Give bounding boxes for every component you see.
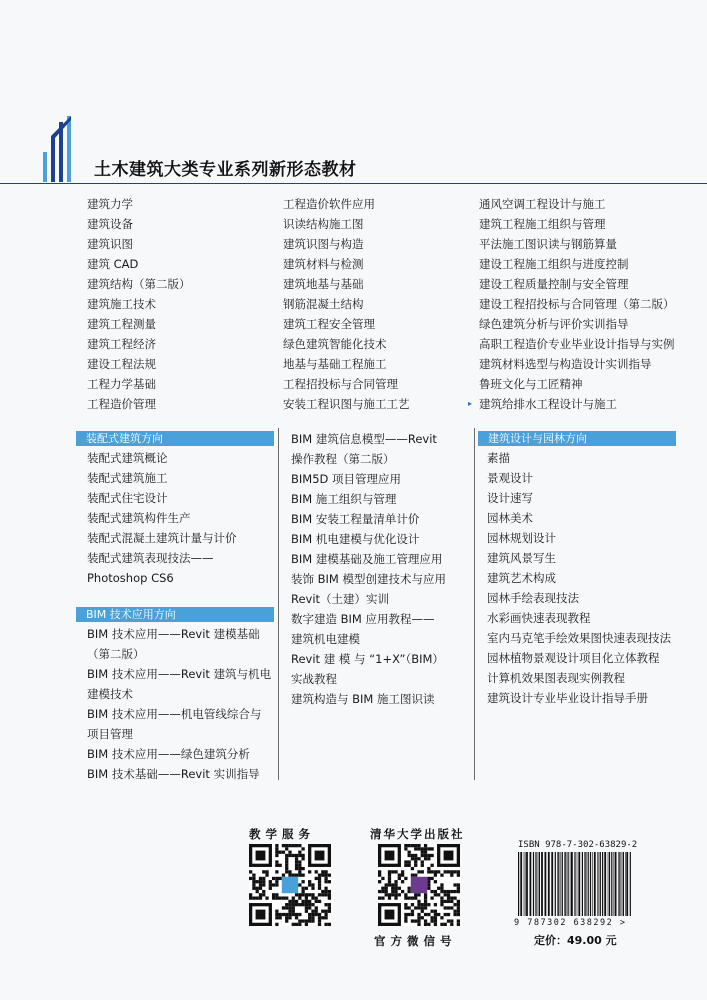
book-title: BIM 技术应用——机电管线综合与 [87, 707, 262, 721]
book-title: 操作教程（第二版） [291, 452, 395, 466]
book-title: 建筑施工技术 [87, 297, 156, 311]
book-title: 素描 [487, 451, 510, 465]
book-title: 室内马克笔手绘效果图快速表现技法 [487, 631, 671, 645]
book-title: BIM 技术基础——Revit 实训指导 [87, 767, 260, 781]
book-title: BIM 建筑信息模型——Revit [291, 432, 437, 446]
book-title: 建筑力学 [87, 197, 133, 211]
design-book-list [487, 448, 671, 708]
book-title: 计算机效果图表现实例教程 [487, 671, 625, 685]
title-divider [0, 183, 707, 184]
qr-code-wechat-icon [378, 844, 460, 926]
book-title: 水彩画快速表现教程 [487, 611, 591, 625]
book-title: 建筑材料与检测 [283, 257, 364, 271]
book-title: 建筑 CAD [87, 257, 139, 271]
qr-left-title: 教学服务 [249, 827, 315, 841]
book-title: 工程造价管理 [87, 397, 156, 411]
book-title: 设计速写 [487, 491, 533, 505]
book-title: 建筑材料选型与构造设计实训指导 [479, 357, 652, 371]
qr-right-caption: 官方微信号 [374, 934, 457, 948]
book-title: 绿色建筑智能化技术 [283, 337, 387, 351]
barcode-digits: 9 787302 638292 > [514, 918, 627, 928]
book-title: 装配式建筑施工 [87, 471, 168, 485]
barcode-icon [514, 852, 634, 916]
book-title: 装配式建筑表现技法—— [87, 551, 214, 565]
book-title: Photoshop CS6 [87, 571, 174, 585]
book-title: 高职工程造价专业毕业设计指导与实例 [479, 337, 675, 351]
book-title: 园林植物景观设计项目化立体教程 [487, 651, 660, 665]
qr-code-teaching-service-icon [249, 844, 331, 926]
book-title: BIM 技术应用——Revit 建筑与机电 [87, 667, 272, 681]
book-title: 建筑设备 [87, 217, 133, 231]
book-title: 装配式建筑构件生产 [87, 511, 191, 525]
book-title: 通风空调工程设计与施工 [479, 197, 606, 211]
book-title: 景观设计 [487, 471, 533, 485]
book-title: 园林规划设计 [487, 531, 556, 545]
book-title: 园林手绘表现技法 [487, 591, 579, 605]
book-title: 平法施工图识读与钢筋算量 [479, 237, 617, 251]
bim-apply-book-list [87, 624, 271, 784]
book-title: 工程招投标与合同管理 [283, 377, 398, 391]
section-header-design: 建筑设计与园林方向 [478, 431, 676, 446]
book-title: 建模技术 [87, 687, 133, 701]
book-title: BIM 技术应用——绿色建筑分析 [87, 747, 250, 761]
book-title: BIM 机电建模与优化设计 [291, 532, 420, 546]
book-title: 建筑机电建模 [291, 632, 360, 646]
book-title: 建筑结构（第二版） [87, 277, 191, 291]
book-title: 项目管理 [87, 727, 133, 741]
book-title: 地基与基础工程施工 [283, 357, 387, 371]
section-header-prefab: 装配式建筑方向 [76, 431, 274, 446]
book-title: 建设工程法规 [87, 357, 156, 371]
book-title: 装配式建筑概论 [87, 451, 168, 465]
book-title: 工程造价软件应用 [283, 197, 375, 211]
book-title: 建筑工程施工组织与管理 [479, 217, 606, 231]
book-title: Revit 建 模 与 “1+X”（BIM） [291, 652, 444, 666]
isbn-text: ISBN 978-7-302-63829-2 [518, 840, 638, 850]
book-title: 建设工程招投标与合同管理（第二版） [479, 297, 675, 311]
series-logo-icon [40, 116, 74, 182]
book-title: Revit（土建）实训 [291, 592, 390, 606]
book-list-col-3 [479, 194, 675, 414]
book-title: BIM 施工组织与管理 [291, 492, 397, 506]
section-header-bim: BIM 技术应用方向 [76, 607, 274, 622]
book-title: 建筑构造与 BIM 施工图识读 [291, 692, 435, 706]
book-title: 建筑识图与构造 [283, 237, 364, 251]
book-list-col-2 [283, 194, 410, 414]
book-title: 鲁班文化与工匠精神 [479, 377, 583, 391]
book-title: 装饰 BIM 模型创建技术与应用 [291, 572, 447, 586]
book-title: 建设工程质量控制与安全管理 [479, 277, 629, 291]
book-title: 识读结构施工图 [283, 217, 364, 231]
book-title: 工程力学基础 [87, 377, 156, 391]
book-title: 建筑艺术构成 [487, 571, 556, 585]
book-title: 建设工程施工组织与进度控制 [479, 257, 629, 271]
book-title: 建筑识图 [87, 237, 133, 251]
book-title: （第二版） [87, 647, 145, 661]
book-title: 安装工程识图与施工工艺 [283, 397, 410, 411]
book-title: 装配式混凝土建筑计量与计价 [87, 531, 237, 545]
book-title: 园林美术 [487, 511, 533, 525]
book-title: 绿色建筑分析与评价实训指导 [479, 317, 629, 331]
book-title: 实战教程 [291, 672, 337, 686]
book-title: 建筑设计专业毕业设计指导手册 [487, 691, 648, 705]
book-title: BIM 建模基础及施工管理应用 [291, 552, 443, 566]
book-title: 建筑地基与基础 [283, 277, 364, 291]
book-list-col-1 [87, 194, 191, 414]
book-title: 建筑工程测量 [87, 317, 156, 331]
column-divider-right [474, 428, 475, 780]
bim-book-list-col-2 [291, 429, 446, 709]
new-book-marker-icon: ▸ [468, 399, 473, 408]
book-title: 数字建造 BIM 应用教程—— [291, 612, 435, 626]
qr-right-title: 清华大学出版社 [370, 827, 465, 841]
book-title: 装配式住宅设计 [87, 491, 168, 505]
column-divider-left [278, 428, 279, 780]
book-title: BIM5D 项目管理应用 [291, 472, 402, 486]
book-title: 建筑工程安全管理 [283, 317, 375, 331]
book-title: 建筑风景写生 [487, 551, 556, 565]
series-title: 土木建筑大类专业系列新形态教材 [94, 160, 357, 180]
book-title: 建筑工程经济 [87, 337, 156, 351]
book-title: BIM 技术应用——Revit 建模基础 [87, 627, 260, 641]
book-title: 建筑给排水工程设计与施工 [479, 397, 617, 411]
prefab-book-list [87, 448, 237, 588]
book-title: BIM 安装工程量清单计价 [291, 512, 420, 526]
price: 定价：49.00 元 [534, 934, 617, 947]
book-title: 钢筋混凝土结构 [283, 297, 364, 311]
